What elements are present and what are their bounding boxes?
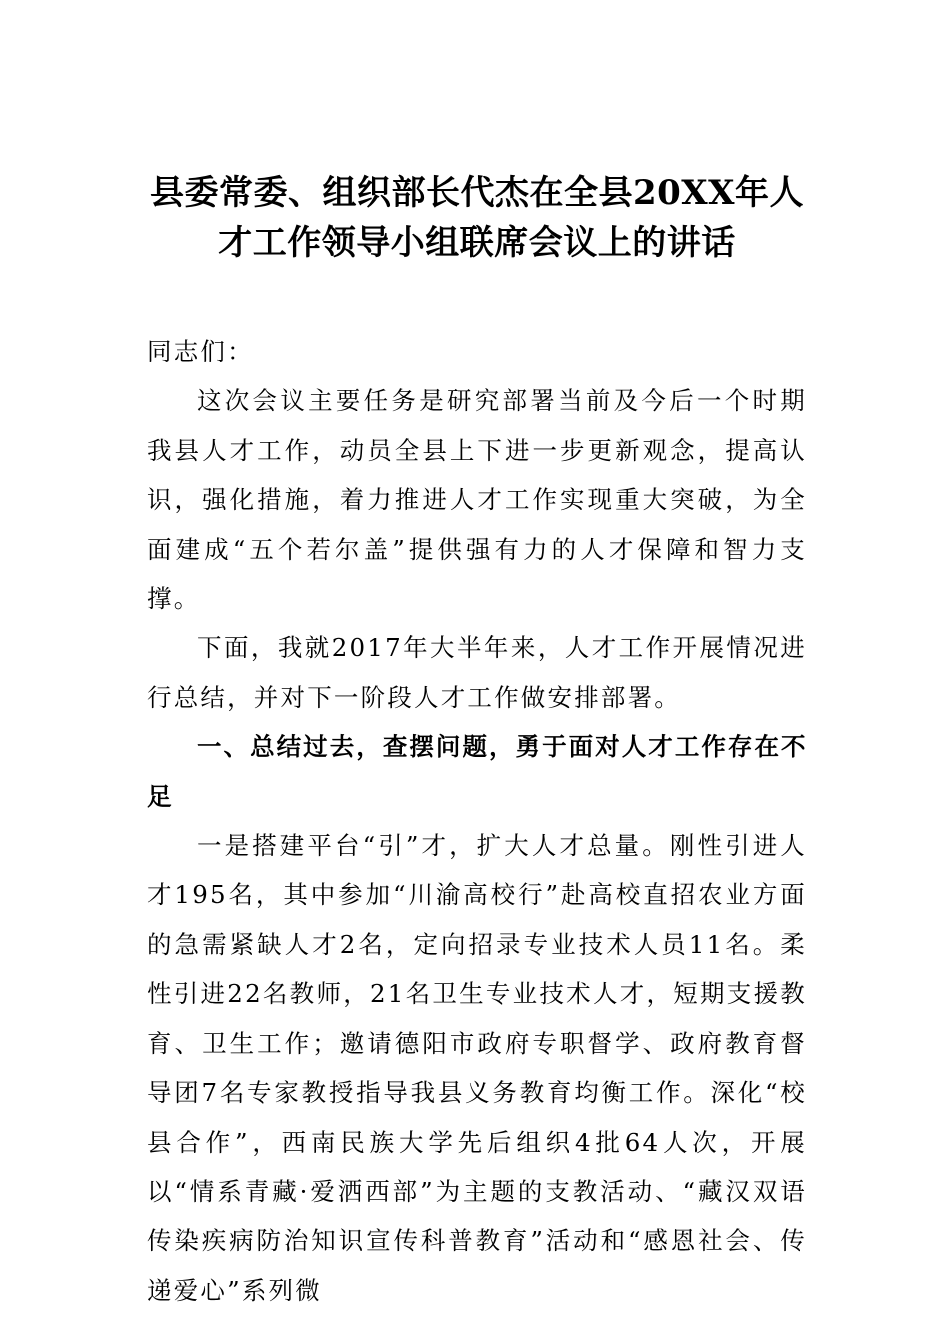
title-line-1: 县委常委、组织部长代杰在全县20XX年人	[149, 173, 805, 213]
section-heading: 一、总结过去，查摆问题，勇于面对人才工作存在不足	[147, 732, 807, 811]
document-body	[147, 327, 807, 1315]
title-line-2: 才工作领导小组联席会议上的讲话	[218, 223, 736, 263]
salutation: 同志们：	[147, 337, 254, 366]
paragraph-intro: 这次会议主要任务是研究部署当前及今后一个时期我县人才工作，动员全县上下进一步更新观念，提高认识，强化措施，着力推进人才工作实现重大突破，为全面建成“五个若尔盖”提供强有力的人才保障和智力支撑。	[147, 386, 807, 614]
paragraph-overview: 下面，我就2017年大半年来，人才工作开展情况进行总结，并对下一阶段人才工作做安排部署。	[147, 633, 807, 712]
document-title	[147, 168, 807, 268]
section-paragraph: 一是搭建平台“引”才，扩大人才总量。刚性引进人才195名，其中参加“川渝高校行”赴高校直招农业方面的急需紧缺人才2名，定向招录专业技术人员11名。柔性引进22名教师，21名卫生专业技术人才，短期支援教育、卫生工作；邀请德阳市政府专职督学、政府教育督导团7名专家教授指导我县义务教育均衡工作。深化“校县合作”，西南民族大学先后组织4批64人次，开展以“情系青藏·爱洒西部”为主题的支教活动、“藏汉双语传染疾病防治知识宣传科普教育”活动和“感恩社会、传递爱心”系列微	[147, 831, 807, 1305]
